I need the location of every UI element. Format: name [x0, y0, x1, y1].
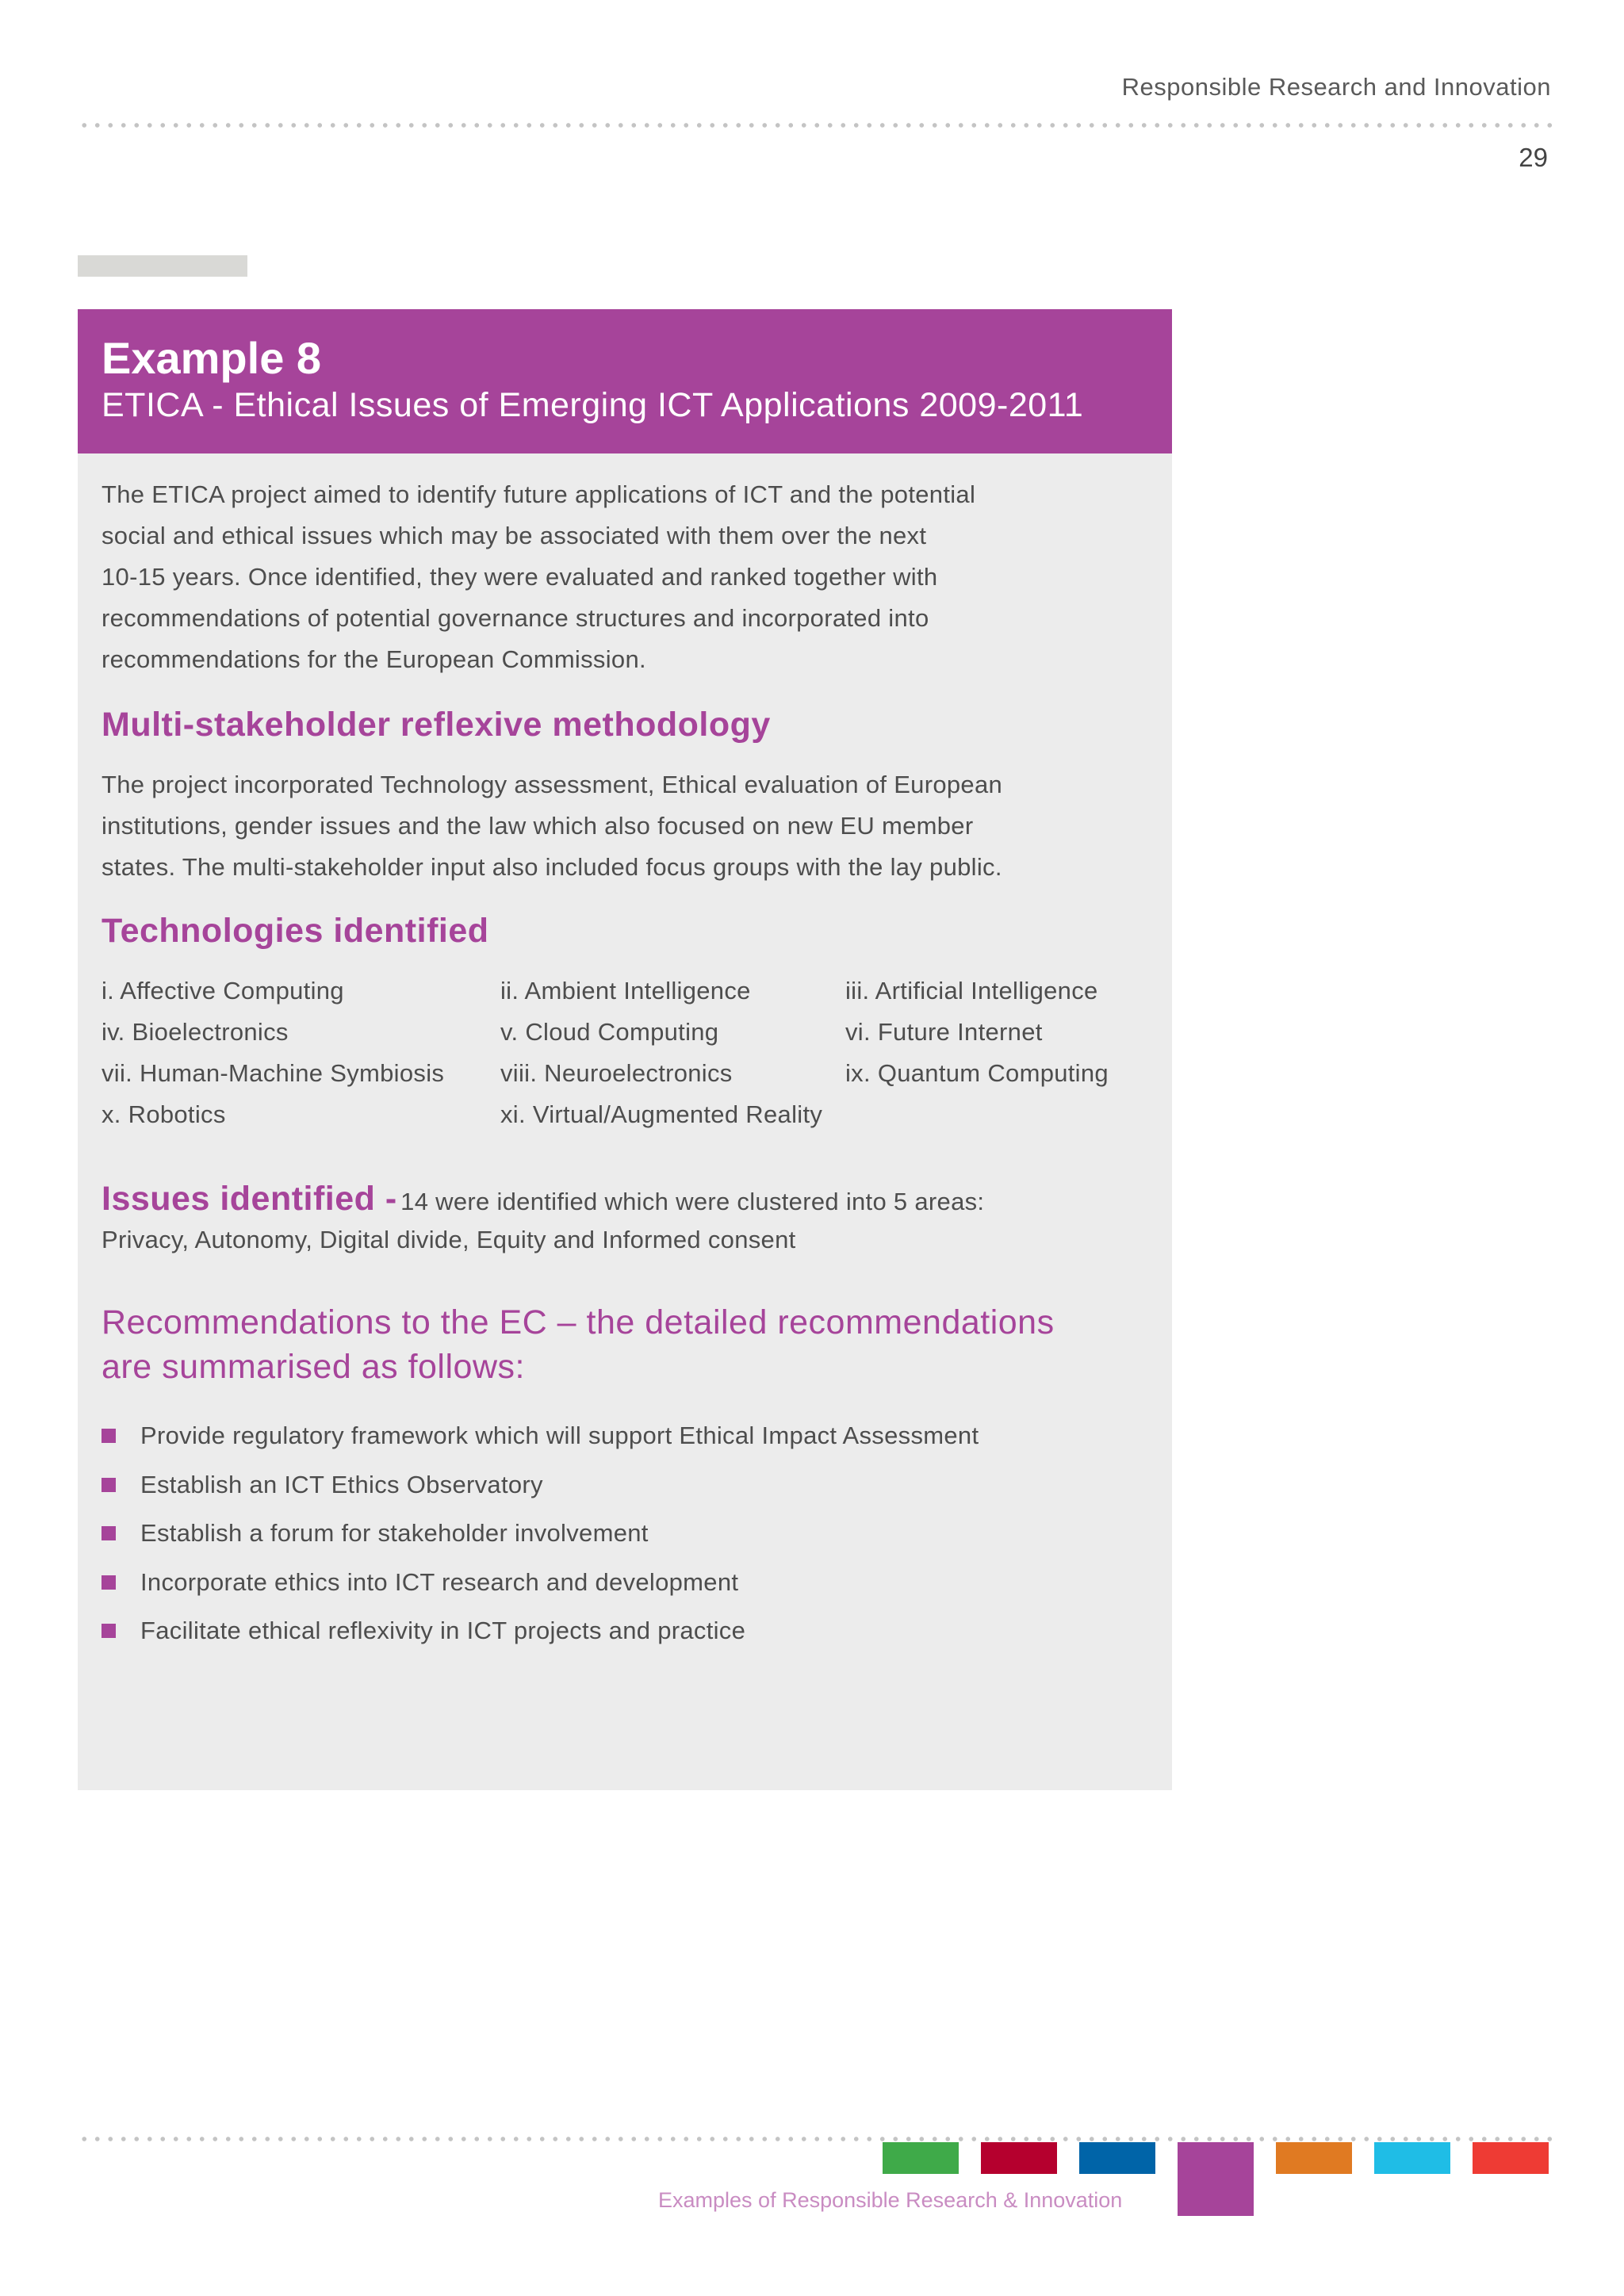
section-color-swatch [1374, 2142, 1450, 2174]
recommendations-heading-line: Recommendations to the EC – the detailed recommendations [102, 1303, 1055, 1341]
recommendation-item [102, 1558, 1148, 1607]
technology-item: iii. Artificial Intelligence [845, 977, 1098, 1004]
technology-item: xi. Virtual/Augmented Reality [500, 1100, 823, 1128]
intro-line: recommendations for the European Commission. [102, 645, 646, 673]
technologies-list [102, 970, 1148, 1135]
issues-areas: Privacy, Autonomy, Digital divide, Equity and Informed consent [102, 1226, 796, 1253]
intro-paragraph [102, 474, 1148, 680]
technology-item: ix. Quantum Computing [845, 1059, 1109, 1087]
recommendation-text: Facilitate ethical reflexivity in ICT projects and practice [140, 1617, 746, 1644]
technology-item: viii. Neuroelectronics [500, 1059, 733, 1087]
page-number: 29 [1519, 143, 1548, 172]
intro-line: The ETICA project aimed to identify future applications of ICT and the potential [102, 480, 976, 508]
technologies-heading: Technologies identified [102, 912, 489, 950]
dotted-divider-bottom [78, 2137, 1554, 2141]
recommendation-item [102, 1509, 1148, 1558]
example-box-header [78, 309, 1172, 453]
technology-item: ii. Ambient Intelligence [500, 977, 751, 1004]
methodology-paragraph [102, 764, 1148, 888]
intro-line: social and ethical issues which may be associated with them over the next [102, 522, 927, 549]
issues-block [102, 1177, 1148, 1221]
technology-item: i. Affective Computing [102, 977, 344, 1004]
section-tab-marker [78, 255, 247, 277]
technology-item: v. Cloud Computing [500, 1018, 719, 1046]
square-bullet-icon [102, 1526, 116, 1540]
example-subtitle: ETICA - Ethical Issues of Emerging ICT Applications 2009-2011 [102, 386, 1084, 424]
technology-item: iv. Bioelectronics [102, 1018, 289, 1046]
square-bullet-icon [102, 1575, 116, 1590]
methodology-heading: Multi-stakeholder reflexive methodology [102, 706, 771, 744]
running-title: Responsible Research and Innovation [1121, 73, 1551, 101]
methodology-line: institutions, gender issues and the law which also focused on new EU member [102, 812, 974, 840]
recommendation-item [102, 1606, 1148, 1655]
recommendation-item [102, 1411, 1148, 1460]
section-color-swatch [1473, 2142, 1549, 2174]
square-bullet-icon [102, 1624, 116, 1638]
technology-item: vi. Future Internet [845, 1018, 1043, 1046]
technology-item: x. Robotics [102, 1100, 226, 1128]
recommendation-text: Establish a forum for stakeholder involvement [140, 1519, 649, 1547]
section-color-swatch [883, 2142, 959, 2174]
issues-heading: Issues identified - [102, 1180, 397, 1218]
square-bullet-icon [102, 1429, 116, 1443]
example-box-body [78, 453, 1172, 1790]
intro-line: recommendations of potential governance structures and incorporated into [102, 604, 929, 632]
recommendation-text: Provide regulatory framework which will support Ethical Impact Assessment [140, 1422, 979, 1449]
dotted-divider-top [78, 123, 1554, 128]
recommendation-item [102, 1460, 1148, 1510]
recommendations-heading [102, 1300, 1148, 1389]
intro-line: 10-15 years. Once identified, they were evaluated and ranked together with [102, 563, 938, 591]
technology-item: vii. Human-Machine Symbiosis [102, 1059, 445, 1087]
issues-summary: 14 were identified which were clustered into 5 areas: [400, 1188, 985, 1215]
recommendations-list [102, 1411, 1148, 1655]
active-section-swatch [1178, 2142, 1254, 2216]
square-bullet-icon [102, 1478, 116, 1492]
example-title: Example 8 [102, 333, 322, 383]
recommendation-text: Establish an ICT Ethics Observatory [140, 1470, 543, 1498]
recommendation-text: Incorporate ethics into ICT research and development [140, 1567, 739, 1596]
section-color-swatch [1079, 2142, 1155, 2174]
methodology-line: states. The multi-stakeholder input also included focus groups with the lay public. [102, 853, 1002, 881]
section-color-swatch [1276, 2142, 1352, 2174]
section-color-swatch [981, 2142, 1057, 2174]
recommendations-heading-line: are summarised as follows: [102, 1348, 525, 1386]
footer-title: Examples of Responsible Research & Innovation [658, 2188, 1123, 2212]
methodology-line: The project incorporated Technology assessment, Ethical evaluation of European [102, 771, 1003, 798]
